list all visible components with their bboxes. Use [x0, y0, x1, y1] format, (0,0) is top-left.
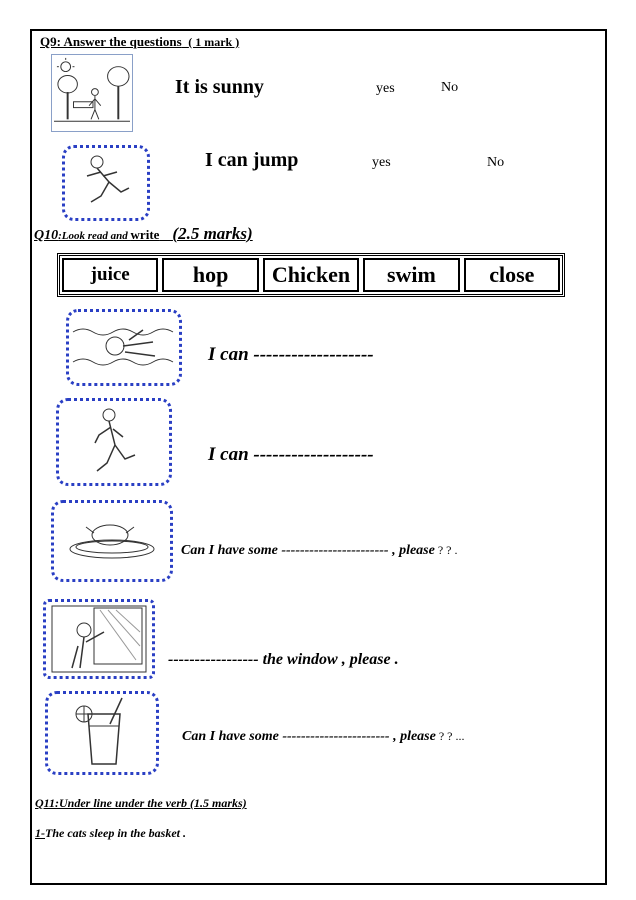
q10-prompt-2: I can -------------------: [208, 444, 374, 465]
window-girl-image: [43, 599, 155, 679]
word-chicken: Chicken: [263, 258, 359, 292]
q10-heading: Q10:Look read and write (2.5 marks): [34, 224, 253, 243]
word-bank-table: [57, 253, 565, 297]
q11-heading: Q11:Under line under the verb (1.5 marks): [35, 796, 247, 810]
q10-prompt-3: Can I have some ----------------------- , please ? ? .: [181, 543, 458, 558]
q9-sentence-1: It is sunny: [175, 76, 264, 98]
q9-no-1[interactable]: No: [441, 80, 459, 95]
q10-prompt-1: I can -------------------: [208, 344, 374, 365]
q9-yes-1[interactable]: yes: [376, 81, 395, 96]
jumping-boy-image: [62, 145, 150, 221]
word-close: close: [464, 258, 560, 292]
q11-item-1: 1-The cats sleep in the basket .: [35, 826, 186, 840]
swimming-boy-image: [66, 309, 182, 386]
q9-heading: Q9: Answer the questions ( 1 mark ): [40, 34, 240, 49]
word-swim: swim: [363, 258, 459, 292]
q9-yes-2[interactable]: yes: [372, 155, 391, 170]
q10-prompt-4: ----------------- the window , please .: [168, 651, 399, 668]
sunny-park-image: [51, 54, 133, 132]
running-boy-image: [56, 398, 172, 486]
juice-glass-image: [45, 691, 159, 775]
q10-prompt-5: Can I have some ----------------------- , please ? ? ...: [182, 729, 465, 744]
word-juice: juice: [62, 258, 158, 292]
word-hop: hop: [162, 258, 258, 292]
q9-no-2[interactable]: No: [487, 155, 505, 170]
chicken-plate-image: [51, 500, 173, 582]
q9-sentence-2: I can jump: [205, 149, 299, 171]
